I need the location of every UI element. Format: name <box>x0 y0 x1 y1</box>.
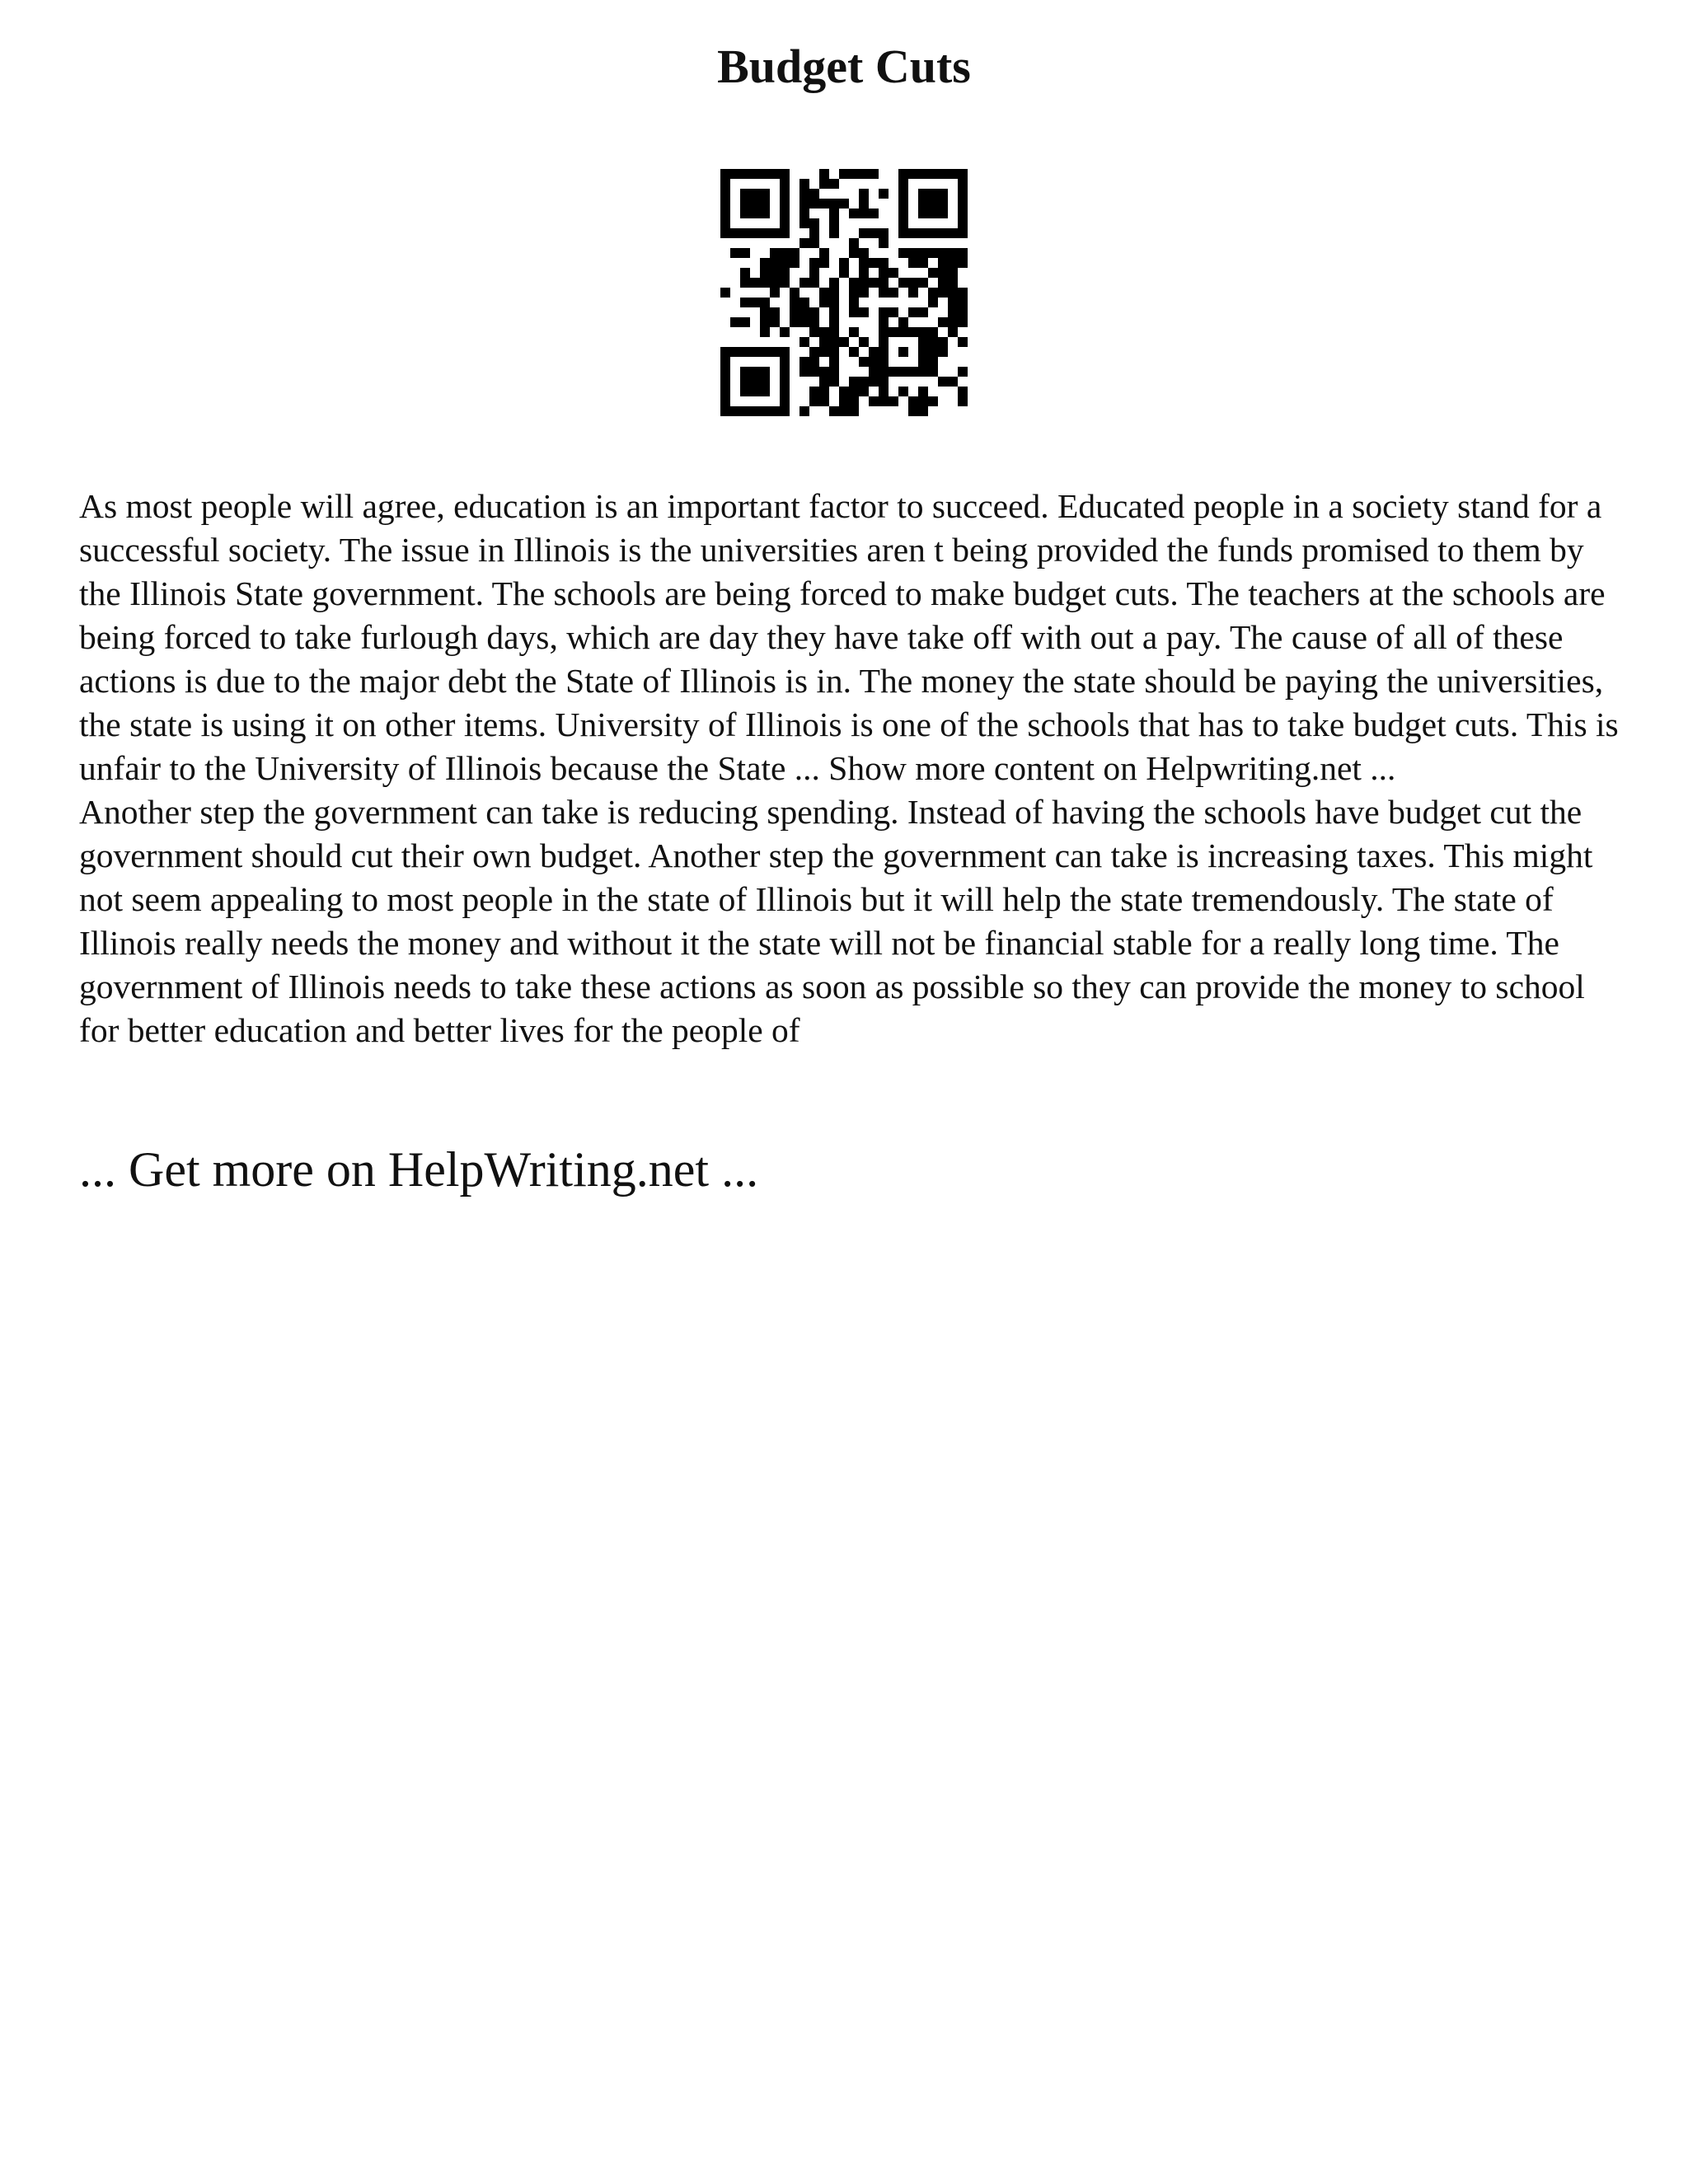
get-more-link[interactable]: ... Get more on HelpWriting.net ... <box>79 1142 759 1197</box>
essay-paragraph-2: Another step the government can take is reducing spending. Instead of having the schools have budget cut the government should cut their own budget. Another step the government can take is increasing taxes. This might not seem appealing to most people in the state of Illinois but it will help the state tremendously. The state of Illinois really needs the money and without it the state will not be financial stable for a really long time. The government of Illinois needs to take these actions as soon as possible so they can provide the money to school for better education and better lives for the people of <box>79 793 1593 1049</box>
essay-paragraph-1: As most people will agree, education is an important factor to succeed. Educated people in a society stand for a successful society. The issue in Illinois is the universities aren t being provided the funds promised to them by the Illinois State government. The schools are being forced to make budget cuts. The teachers at the schools are being forced to take furlough days, which are day they have take off with out a pay. The cause of all of these actions is due to the major debt the State of Illinois is in. The money the state should be paying the universities, the state is using it on other items. University of Illinois is one of the schools that has to take budget cuts. This is unfair to the University of Illinois because the State ... Show more content on Helpwriting.net ... <box>79 487 1619 787</box>
essay-body <box>79 485 1629 1052</box>
page-title: Budget Cuts <box>717 40 971 93</box>
qr-code-image <box>720 169 968 416</box>
